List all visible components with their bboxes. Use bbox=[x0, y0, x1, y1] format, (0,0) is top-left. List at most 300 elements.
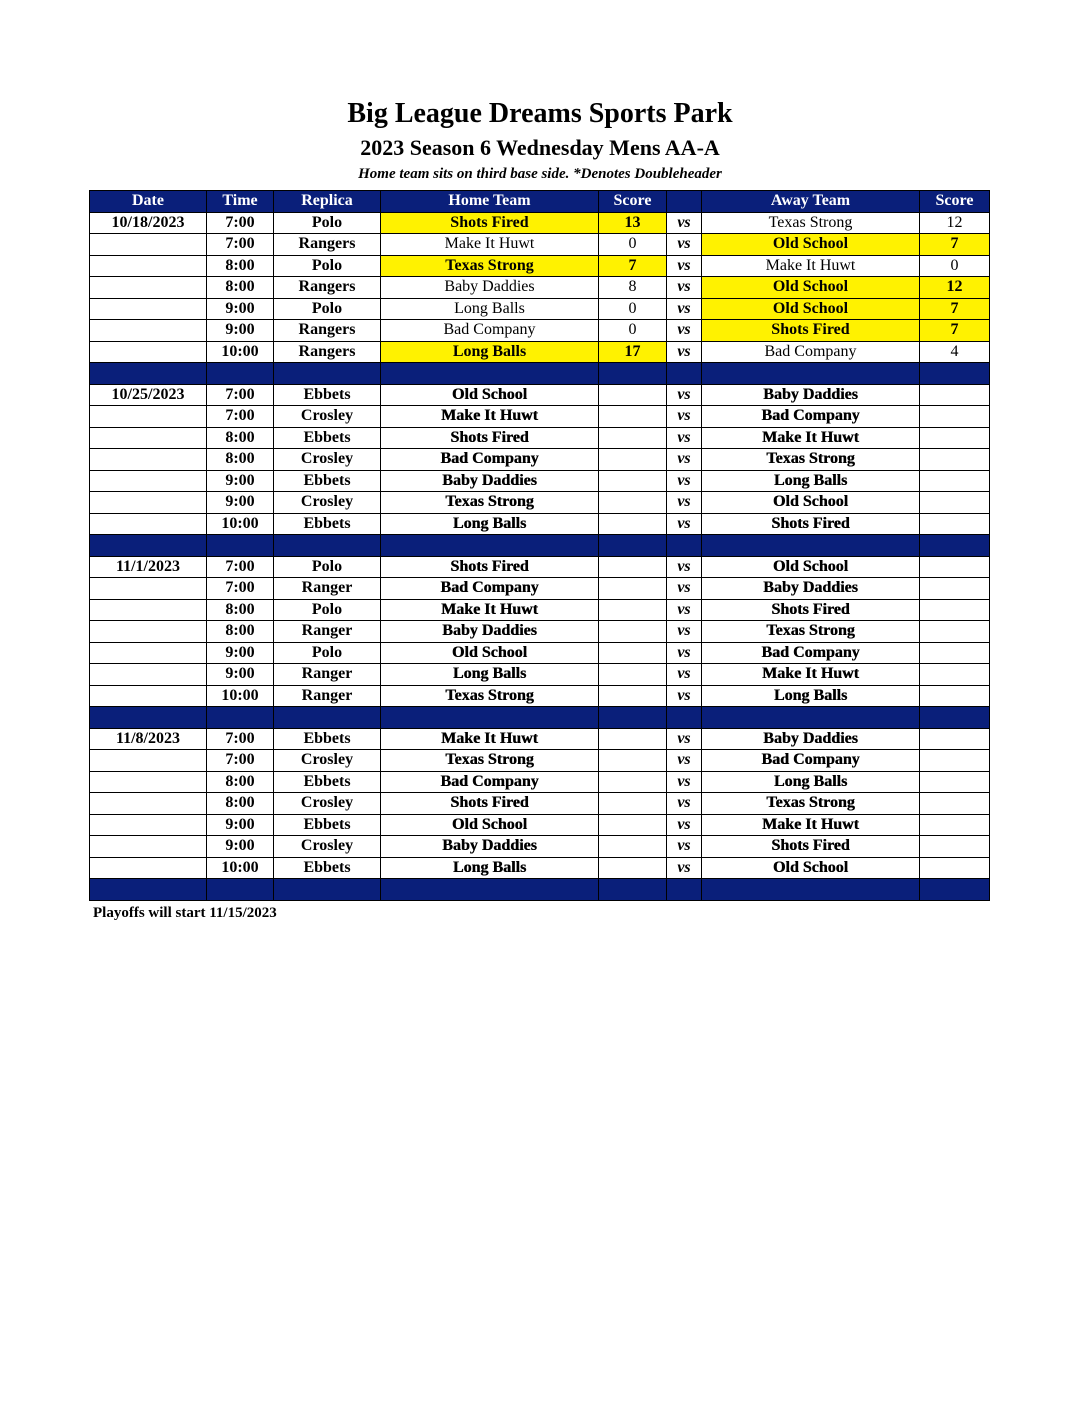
date-cell bbox=[90, 277, 207, 299]
date-cell bbox=[90, 341, 207, 363]
schedule-body bbox=[90, 212, 990, 900]
separator-cell bbox=[599, 535, 667, 557]
column-header-replica: Replica bbox=[274, 191, 381, 213]
replica-cell: Ebbets bbox=[274, 771, 381, 793]
home-score-cell bbox=[599, 578, 667, 600]
time-cell: 10:00 bbox=[207, 857, 274, 879]
away-team-cell: Bad Company bbox=[702, 406, 920, 428]
time-cell: 9:00 bbox=[207, 814, 274, 836]
away-team-cell: Old School bbox=[702, 492, 920, 514]
away-score-cell bbox=[920, 728, 990, 750]
date-cell: 11/1/2023 bbox=[90, 556, 207, 578]
replica-cell: Crosley bbox=[274, 492, 381, 514]
separator-cell bbox=[381, 535, 599, 557]
date-cell bbox=[90, 836, 207, 858]
away-score-cell: 4 bbox=[920, 341, 990, 363]
column-header-time: Time bbox=[207, 191, 274, 213]
home-score-cell bbox=[599, 513, 667, 535]
separator-cell bbox=[207, 535, 274, 557]
home-team-cell: Make It Huwt bbox=[381, 406, 599, 428]
replica-cell: Ebbets bbox=[274, 728, 381, 750]
home-score-cell bbox=[599, 449, 667, 471]
column-header-away-score: Score bbox=[920, 191, 990, 213]
away-team-cell: Baby Daddies bbox=[702, 384, 920, 406]
away-team-cell: Texas Strong bbox=[702, 621, 920, 643]
replica-cell: Polo bbox=[274, 298, 381, 320]
home-score-cell: 0 bbox=[599, 234, 667, 256]
date-cell bbox=[90, 255, 207, 277]
vs-cell: vs bbox=[667, 449, 702, 471]
table-row bbox=[90, 642, 990, 664]
away-score-cell bbox=[920, 556, 990, 578]
home-score-cell: 0 bbox=[599, 298, 667, 320]
table-row bbox=[90, 793, 990, 815]
away-score-cell bbox=[920, 449, 990, 471]
home-score-cell bbox=[599, 793, 667, 815]
week-separator-row bbox=[90, 879, 990, 901]
replica-cell: Ebbets bbox=[274, 814, 381, 836]
time-cell: 10:00 bbox=[207, 685, 274, 707]
replica-cell: Crosley bbox=[274, 793, 381, 815]
time-cell: 7:00 bbox=[207, 406, 274, 428]
time-cell: 8:00 bbox=[207, 255, 274, 277]
table-row bbox=[90, 578, 990, 600]
replica-cell: Ebbets bbox=[274, 857, 381, 879]
separator-cell bbox=[920, 879, 990, 901]
home-team-cell: Shots Fired bbox=[381, 427, 599, 449]
date-cell bbox=[90, 771, 207, 793]
week-separator-row bbox=[90, 535, 990, 557]
table-row bbox=[90, 836, 990, 858]
away-team-cell: Long Balls bbox=[702, 470, 920, 492]
replica-cell: Polo bbox=[274, 556, 381, 578]
table-row bbox=[90, 857, 990, 879]
separator-cell bbox=[702, 879, 920, 901]
separator-cell bbox=[90, 363, 207, 385]
vs-cell: vs bbox=[667, 406, 702, 428]
table-row bbox=[90, 406, 990, 428]
table-row bbox=[90, 750, 990, 772]
vs-cell: vs bbox=[667, 212, 702, 234]
away-team-cell: Shots Fired bbox=[702, 836, 920, 858]
separator-cell bbox=[207, 879, 274, 901]
time-cell: 7:00 bbox=[207, 234, 274, 256]
home-score-cell: 8 bbox=[599, 277, 667, 299]
vs-cell: vs bbox=[667, 427, 702, 449]
away-score-cell bbox=[920, 664, 990, 686]
away-score-cell bbox=[920, 793, 990, 815]
home-team-cell: Baby Daddies bbox=[381, 470, 599, 492]
home-team-cell: Long Balls bbox=[381, 513, 599, 535]
away-score-cell bbox=[920, 470, 990, 492]
date-cell: 10/18/2023 bbox=[90, 212, 207, 234]
home-team-cell: Long Balls bbox=[381, 664, 599, 686]
vs-cell: vs bbox=[667, 320, 702, 342]
date-cell bbox=[90, 664, 207, 686]
separator-cell bbox=[274, 707, 381, 729]
away-score-cell bbox=[920, 836, 990, 858]
separator-cell bbox=[920, 707, 990, 729]
time-cell: 7:00 bbox=[207, 212, 274, 234]
date-cell bbox=[90, 750, 207, 772]
separator-cell bbox=[667, 535, 702, 557]
replica-cell: Crosley bbox=[274, 406, 381, 428]
vs-cell: vs bbox=[667, 234, 702, 256]
table-row bbox=[90, 513, 990, 535]
time-cell: 8:00 bbox=[207, 427, 274, 449]
home-team-cell: Shots Fired bbox=[381, 212, 599, 234]
separator-cell bbox=[381, 879, 599, 901]
home-score-cell bbox=[599, 728, 667, 750]
home-team-cell: Long Balls bbox=[381, 341, 599, 363]
table-row bbox=[90, 685, 990, 707]
time-cell: 7:00 bbox=[207, 578, 274, 600]
separator-cell bbox=[702, 535, 920, 557]
vs-cell: vs bbox=[667, 298, 702, 320]
table-row bbox=[90, 470, 990, 492]
time-cell: 8:00 bbox=[207, 793, 274, 815]
away-team-cell: Texas Strong bbox=[702, 793, 920, 815]
home-score-cell bbox=[599, 427, 667, 449]
home-team-cell: Texas Strong bbox=[381, 492, 599, 514]
away-team-cell: Bad Company bbox=[702, 642, 920, 664]
separator-cell bbox=[90, 707, 207, 729]
date-cell bbox=[90, 599, 207, 621]
vs-cell: vs bbox=[667, 599, 702, 621]
away-score-cell: 7 bbox=[920, 298, 990, 320]
table-row bbox=[90, 212, 990, 234]
separator-cell bbox=[702, 363, 920, 385]
home-score-cell bbox=[599, 836, 667, 858]
away-team-cell: Texas Strong bbox=[702, 449, 920, 471]
separator-cell bbox=[274, 363, 381, 385]
replica-cell: Ranger bbox=[274, 578, 381, 600]
table-row bbox=[90, 341, 990, 363]
home-team-cell: Make It Huwt bbox=[381, 599, 599, 621]
home-team-cell: Bad Company bbox=[381, 449, 599, 471]
time-cell: 9:00 bbox=[207, 836, 274, 858]
separator-cell bbox=[274, 535, 381, 557]
home-team-cell: Long Balls bbox=[381, 298, 599, 320]
vs-cell: vs bbox=[667, 642, 702, 664]
vs-cell: vs bbox=[667, 277, 702, 299]
replica-cell: Ebbets bbox=[274, 513, 381, 535]
vs-cell: vs bbox=[667, 470, 702, 492]
away-score-cell bbox=[920, 384, 990, 406]
time-cell: 10:00 bbox=[207, 513, 274, 535]
separator-cell bbox=[920, 363, 990, 385]
away-team-cell: Old School bbox=[702, 857, 920, 879]
separator-cell bbox=[702, 707, 920, 729]
away-score-cell bbox=[920, 427, 990, 449]
vs-cell: vs bbox=[667, 513, 702, 535]
time-cell: 9:00 bbox=[207, 492, 274, 514]
header-row bbox=[90, 191, 990, 213]
time-cell: 9:00 bbox=[207, 664, 274, 686]
week-separator-row bbox=[90, 707, 990, 729]
home-score-cell: 0 bbox=[599, 320, 667, 342]
page-title: Big League Dreams Sports Park bbox=[347, 98, 733, 129]
separator-cell bbox=[920, 535, 990, 557]
time-cell: 8:00 bbox=[207, 449, 274, 471]
table-row bbox=[90, 427, 990, 449]
away-team-cell: Shots Fired bbox=[702, 320, 920, 342]
home-score-cell: 13 bbox=[599, 212, 667, 234]
away-score-cell bbox=[920, 406, 990, 428]
replica-cell: Rangers bbox=[274, 277, 381, 299]
vs-cell: vs bbox=[667, 685, 702, 707]
time-cell: 9:00 bbox=[207, 298, 274, 320]
page-subtitle: 2023 Season 6 Wednesday Mens AA-A bbox=[360, 135, 720, 160]
table-row bbox=[90, 234, 990, 256]
away-team-cell: Baby Daddies bbox=[702, 578, 920, 600]
time-cell: 7:00 bbox=[207, 728, 274, 750]
away-score-cell bbox=[920, 750, 990, 772]
away-team-cell: Make It Huwt bbox=[702, 255, 920, 277]
date-cell bbox=[90, 298, 207, 320]
replica-cell: Rangers bbox=[274, 341, 381, 363]
separator-cell bbox=[667, 879, 702, 901]
away-score-cell: 7 bbox=[920, 320, 990, 342]
time-cell: 9:00 bbox=[207, 320, 274, 342]
home-team-cell: Texas Strong bbox=[381, 255, 599, 277]
away-team-cell: Shots Fired bbox=[702, 513, 920, 535]
table-row bbox=[90, 298, 990, 320]
schedule-note: Home team sits on third base side. *Denotes Doubleheader bbox=[358, 166, 722, 182]
table-row bbox=[90, 492, 990, 514]
table-row bbox=[90, 556, 990, 578]
separator-cell bbox=[599, 363, 667, 385]
date-cell bbox=[90, 642, 207, 664]
vs-cell: vs bbox=[667, 728, 702, 750]
home-score-cell bbox=[599, 556, 667, 578]
home-team-cell: Bad Company bbox=[381, 320, 599, 342]
column-header-away-team: Away Team bbox=[702, 191, 920, 213]
table-row bbox=[90, 449, 990, 471]
away-score-cell bbox=[920, 642, 990, 664]
home-score-cell bbox=[599, 642, 667, 664]
date-cell bbox=[90, 492, 207, 514]
home-team-cell: Baby Daddies bbox=[381, 621, 599, 643]
table-row bbox=[90, 320, 990, 342]
table-row bbox=[90, 384, 990, 406]
away-team-cell: Baby Daddies bbox=[702, 728, 920, 750]
away-team-cell: Texas Strong bbox=[702, 212, 920, 234]
away-team-cell: Make It Huwt bbox=[702, 664, 920, 686]
replica-cell: Polo bbox=[274, 642, 381, 664]
home-score-cell bbox=[599, 470, 667, 492]
replica-cell: Polo bbox=[274, 212, 381, 234]
away-score-cell bbox=[920, 513, 990, 535]
away-team-cell: Bad Company bbox=[702, 750, 920, 772]
table-row bbox=[90, 728, 990, 750]
playoffs-note: Playoffs will start 11/15/2023 bbox=[93, 905, 277, 921]
away-team-cell: Long Balls bbox=[702, 771, 920, 793]
table-row bbox=[90, 664, 990, 686]
home-score-cell bbox=[599, 599, 667, 621]
away-team-cell: Long Balls bbox=[702, 685, 920, 707]
replica-cell: Rangers bbox=[274, 234, 381, 256]
separator-cell bbox=[381, 363, 599, 385]
column-header-home-team: Home Team bbox=[381, 191, 599, 213]
home-team-cell: Shots Fired bbox=[381, 556, 599, 578]
time-cell: 9:00 bbox=[207, 642, 274, 664]
separator-cell bbox=[599, 879, 667, 901]
home-score-cell bbox=[599, 685, 667, 707]
vs-cell: vs bbox=[667, 255, 702, 277]
time-cell: 10:00 bbox=[207, 341, 274, 363]
separator-cell bbox=[90, 535, 207, 557]
home-score-cell bbox=[599, 664, 667, 686]
home-score-cell bbox=[599, 750, 667, 772]
vs-cell: vs bbox=[667, 814, 702, 836]
date-cell bbox=[90, 857, 207, 879]
table-row bbox=[90, 814, 990, 836]
away-score-cell bbox=[920, 814, 990, 836]
table-row bbox=[90, 255, 990, 277]
separator-cell bbox=[90, 879, 207, 901]
date-cell bbox=[90, 234, 207, 256]
home-team-cell: Make It Huwt bbox=[381, 234, 599, 256]
vs-cell: vs bbox=[667, 621, 702, 643]
home-team-cell: Baby Daddies bbox=[381, 277, 599, 299]
date-cell bbox=[90, 449, 207, 471]
replica-cell: Crosley bbox=[274, 449, 381, 471]
away-team-cell: Shots Fired bbox=[702, 599, 920, 621]
home-team-cell: Texas Strong bbox=[381, 750, 599, 772]
home-team-cell: Old School bbox=[381, 642, 599, 664]
away-score-cell: 12 bbox=[920, 212, 990, 234]
replica-cell: Polo bbox=[274, 599, 381, 621]
home-team-cell: Make It Huwt bbox=[381, 728, 599, 750]
date-cell: 11/8/2023 bbox=[90, 728, 207, 750]
column-header-vs bbox=[667, 191, 702, 213]
away-score-cell: 7 bbox=[920, 234, 990, 256]
separator-cell bbox=[667, 363, 702, 385]
time-cell: 7:00 bbox=[207, 556, 274, 578]
away-score-cell bbox=[920, 492, 990, 514]
date-cell: 10/25/2023 bbox=[90, 384, 207, 406]
vs-cell: vs bbox=[667, 664, 702, 686]
date-cell bbox=[90, 793, 207, 815]
home-score-cell bbox=[599, 492, 667, 514]
separator-cell bbox=[207, 707, 274, 729]
table-row bbox=[90, 771, 990, 793]
date-cell bbox=[90, 406, 207, 428]
time-cell: 8:00 bbox=[207, 621, 274, 643]
home-team-cell: Texas Strong bbox=[381, 685, 599, 707]
away-team-cell: Make It Huwt bbox=[702, 427, 920, 449]
vs-cell: vs bbox=[667, 384, 702, 406]
home-team-cell: Bad Company bbox=[381, 771, 599, 793]
vs-cell: vs bbox=[667, 556, 702, 578]
replica-cell: Ranger bbox=[274, 664, 381, 686]
vs-cell: vs bbox=[667, 857, 702, 879]
separator-cell bbox=[381, 707, 599, 729]
home-team-cell: Long Balls bbox=[381, 857, 599, 879]
away-score-cell bbox=[920, 771, 990, 793]
home-score-cell bbox=[599, 771, 667, 793]
date-cell bbox=[90, 320, 207, 342]
vs-cell: vs bbox=[667, 492, 702, 514]
replica-cell: Ranger bbox=[274, 621, 381, 643]
replica-cell: Polo bbox=[274, 255, 381, 277]
vs-cell: vs bbox=[667, 750, 702, 772]
home-score-cell bbox=[599, 406, 667, 428]
home-team-cell: Shots Fired bbox=[381, 793, 599, 815]
home-score-cell: 7 bbox=[599, 255, 667, 277]
home-score-cell bbox=[599, 384, 667, 406]
date-cell bbox=[90, 578, 207, 600]
home-score-cell: 17 bbox=[599, 341, 667, 363]
vs-cell: vs bbox=[667, 771, 702, 793]
week-separator-row bbox=[90, 363, 990, 385]
column-header-date: Date bbox=[90, 191, 207, 213]
time-cell: 8:00 bbox=[207, 277, 274, 299]
away-score-cell: 0 bbox=[920, 255, 990, 277]
away-score-cell bbox=[920, 578, 990, 600]
table-row bbox=[90, 621, 990, 643]
date-cell bbox=[90, 427, 207, 449]
away-team-cell: Old School bbox=[702, 234, 920, 256]
date-cell bbox=[90, 814, 207, 836]
vs-cell: vs bbox=[667, 836, 702, 858]
away-team-cell: Old School bbox=[702, 298, 920, 320]
separator-cell bbox=[599, 707, 667, 729]
column-header-home-score: Score bbox=[599, 191, 667, 213]
home-team-cell: Old School bbox=[381, 814, 599, 836]
time-cell: 9:00 bbox=[207, 470, 274, 492]
away-score-cell bbox=[920, 685, 990, 707]
home-score-cell bbox=[599, 621, 667, 643]
away-team-cell: Make It Huwt bbox=[702, 814, 920, 836]
home-team-cell: Old School bbox=[381, 384, 599, 406]
vs-cell: vs bbox=[667, 578, 702, 600]
table-row bbox=[90, 599, 990, 621]
away-team-cell: Bad Company bbox=[702, 341, 920, 363]
date-cell bbox=[90, 470, 207, 492]
replica-cell: Crosley bbox=[274, 750, 381, 772]
away-score-cell bbox=[920, 857, 990, 879]
schedule-table bbox=[89, 190, 990, 901]
date-cell bbox=[90, 621, 207, 643]
table-row bbox=[90, 277, 990, 299]
time-cell: 7:00 bbox=[207, 750, 274, 772]
time-cell: 7:00 bbox=[207, 384, 274, 406]
replica-cell: Ranger bbox=[274, 685, 381, 707]
separator-cell bbox=[274, 879, 381, 901]
separator-cell bbox=[207, 363, 274, 385]
home-score-cell bbox=[599, 857, 667, 879]
away-team-cell: Old School bbox=[702, 556, 920, 578]
home-team-cell: Bad Company bbox=[381, 578, 599, 600]
home-team-cell: Baby Daddies bbox=[381, 836, 599, 858]
away-score-cell bbox=[920, 621, 990, 643]
replica-cell: Ebbets bbox=[274, 470, 381, 492]
date-cell bbox=[90, 513, 207, 535]
home-score-cell bbox=[599, 814, 667, 836]
date-cell bbox=[90, 685, 207, 707]
separator-cell bbox=[667, 707, 702, 729]
vs-cell: vs bbox=[667, 793, 702, 815]
time-cell: 8:00 bbox=[207, 599, 274, 621]
away-score-cell: 12 bbox=[920, 277, 990, 299]
replica-cell: Ebbets bbox=[274, 427, 381, 449]
time-cell: 8:00 bbox=[207, 771, 274, 793]
replica-cell: Crosley bbox=[274, 836, 381, 858]
replica-cell: Rangers bbox=[274, 320, 381, 342]
away-team-cell: Old School bbox=[702, 277, 920, 299]
